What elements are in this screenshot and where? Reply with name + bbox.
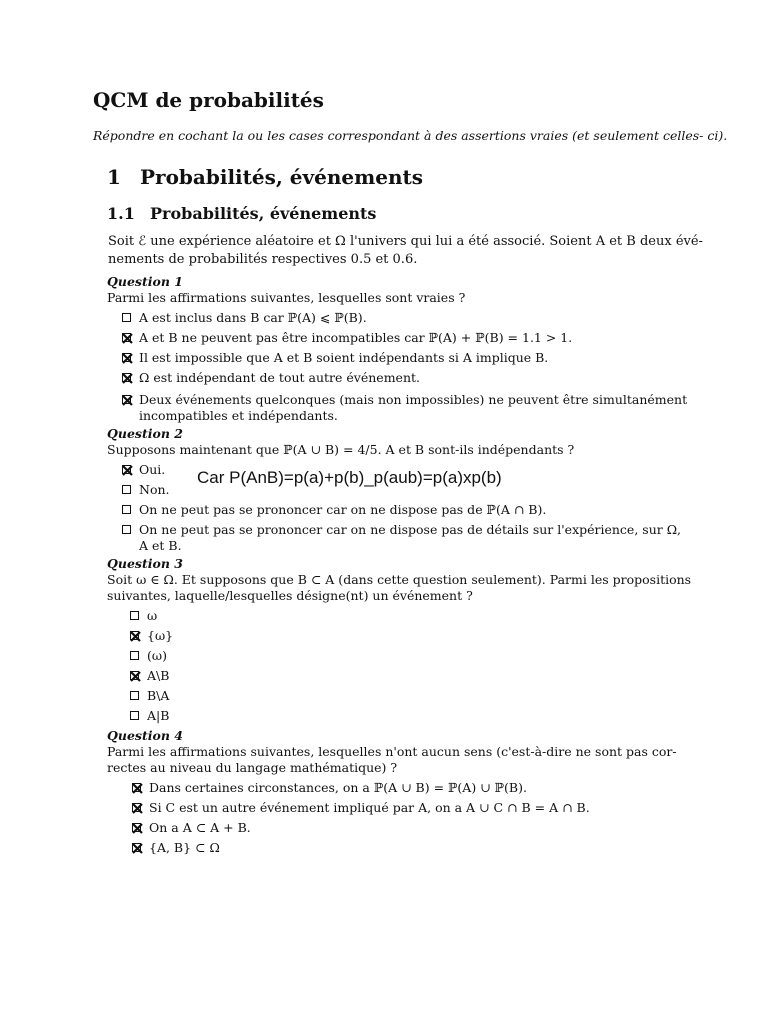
option-label: {A, B} ⊂ Ω — [149, 840, 220, 855]
checkbox[interactable] — [122, 505, 131, 514]
option-label: (ω) — [147, 648, 167, 663]
option-label: On ne peut pas se prononcer car on ne dispose pas de ℙ(A ∩ B). — [139, 502, 547, 517]
question-1-text: Parmi les affirmations suivantes, lesquelles sont vraies ? — [107, 290, 466, 305]
checkbox[interactable] — [122, 525, 131, 534]
option-label: Dans certaines circonstances, on a ℙ(A ∪ B) = ℙ(A) ∪ ℙ(B). — [149, 780, 527, 795]
checkbox[interactable] — [122, 485, 131, 494]
intro-line-2: nements de probabilités respectives 0.5 et 0.6. — [108, 252, 418, 267]
option-label: On ne peut pas se prononcer car on ne dispose pas de détails sur l'expérience, sur Ω, — [139, 522, 682, 537]
option-label: Si C est un autre événement impliqué par A, on a A ∪ C ∩ B = A ∩ B. — [149, 800, 590, 815]
option-label: Il est impossible que A et B soient indépendants si A implique B. — [139, 350, 549, 365]
checkbox[interactable] — [122, 395, 131, 404]
option-label: A|B — [147, 708, 170, 723]
question-4-text: Parmi les affirmations suivantes, lesquelles n'ont aucun sens (c'est-à-dire ne sont pas cor- — [107, 744, 677, 759]
checkbox[interactable] — [122, 313, 131, 322]
option-label: Ω est indépendant de tout autre événement. — [139, 370, 420, 385]
question-3-text-cont: suivantes, laquelle/lesquelles désigne(nt) un événement ? — [107, 588, 473, 603]
handwritten-note: Car P(AnB)=p(a)+p(b)_p(aub)=p(a)xp(b) — [197, 468, 502, 487]
checkbox[interactable] — [122, 353, 131, 362]
section-title: Probabilités, événements — [140, 165, 424, 189]
checkbox[interactable] — [122, 373, 131, 382]
question-3-label: Question 3 — [107, 556, 183, 571]
option-label: Oui. — [139, 462, 166, 477]
question-4-label: Question 4 — [107, 728, 183, 743]
section-number: 1 — [107, 165, 121, 189]
option-label: B\A — [147, 688, 170, 703]
question-4-text-cont: rectes au niveau du langage mathématique) ? — [107, 760, 398, 775]
checkbox[interactable] — [132, 823, 141, 832]
checkbox[interactable] — [130, 651, 139, 660]
option-label-cont: A et B. — [139, 538, 182, 553]
question-1-label: Question 1 — [107, 274, 183, 289]
checkbox[interactable] — [130, 631, 139, 640]
checkbox[interactable] — [130, 711, 139, 720]
checkbox[interactable] — [132, 803, 141, 812]
intro-line-1: Soit ℰ une expérience aléatoire et Ω l'univers qui lui a été associé. Soient A et B deux évé- — [108, 234, 703, 249]
question-2-label: Question 2 — [107, 426, 183, 441]
option-label: A\B — [147, 668, 170, 683]
checkbox[interactable] — [130, 611, 139, 620]
option-label-cont: incompatibles et indépendants. — [139, 408, 338, 423]
option-label: On a A ⊂ A + B. — [149, 820, 251, 835]
question-2-text: Supposons maintenant que ℙ(A ∪ B) = 4/5. A et B sont-ils indépendants ? — [107, 442, 575, 457]
option-label: {ω} — [147, 628, 174, 643]
checkbox[interactable] — [122, 333, 131, 342]
option-label: A est inclus dans B car ℙ(A) ⩽ ℙ(B). — [139, 310, 367, 325]
subsection-title: Probabilités, événements — [150, 204, 377, 223]
option-label: ω — [147, 608, 158, 623]
question-3-text: Soit ω ∈ Ω. Et supposons que B ⊂ A (dans cette question seulement). Parmi les propositions — [107, 572, 692, 587]
instructions: Répondre en cochant la ou les cases correspondant à des assertions vraies (et seulement celles- ci). — [93, 128, 728, 143]
subsection-number: 1.1 — [107, 204, 135, 223]
page-title: QCM de probabilités — [93, 88, 324, 112]
checkbox[interactable] — [132, 843, 141, 852]
option-label: A et B ne peuvent pas être incompatibles car ℙ(A) + ℙ(B) = 1.1 > 1. — [139, 330, 573, 345]
checkbox[interactable] — [132, 783, 141, 792]
checkbox[interactable] — [122, 465, 131, 474]
checkbox[interactable] — [130, 671, 139, 680]
checkbox[interactable] — [130, 691, 139, 700]
option-label: Non. — [139, 482, 170, 497]
option-label: Deux événements quelconques (mais non impossibles) ne peuvent être simultanément — [139, 392, 688, 407]
